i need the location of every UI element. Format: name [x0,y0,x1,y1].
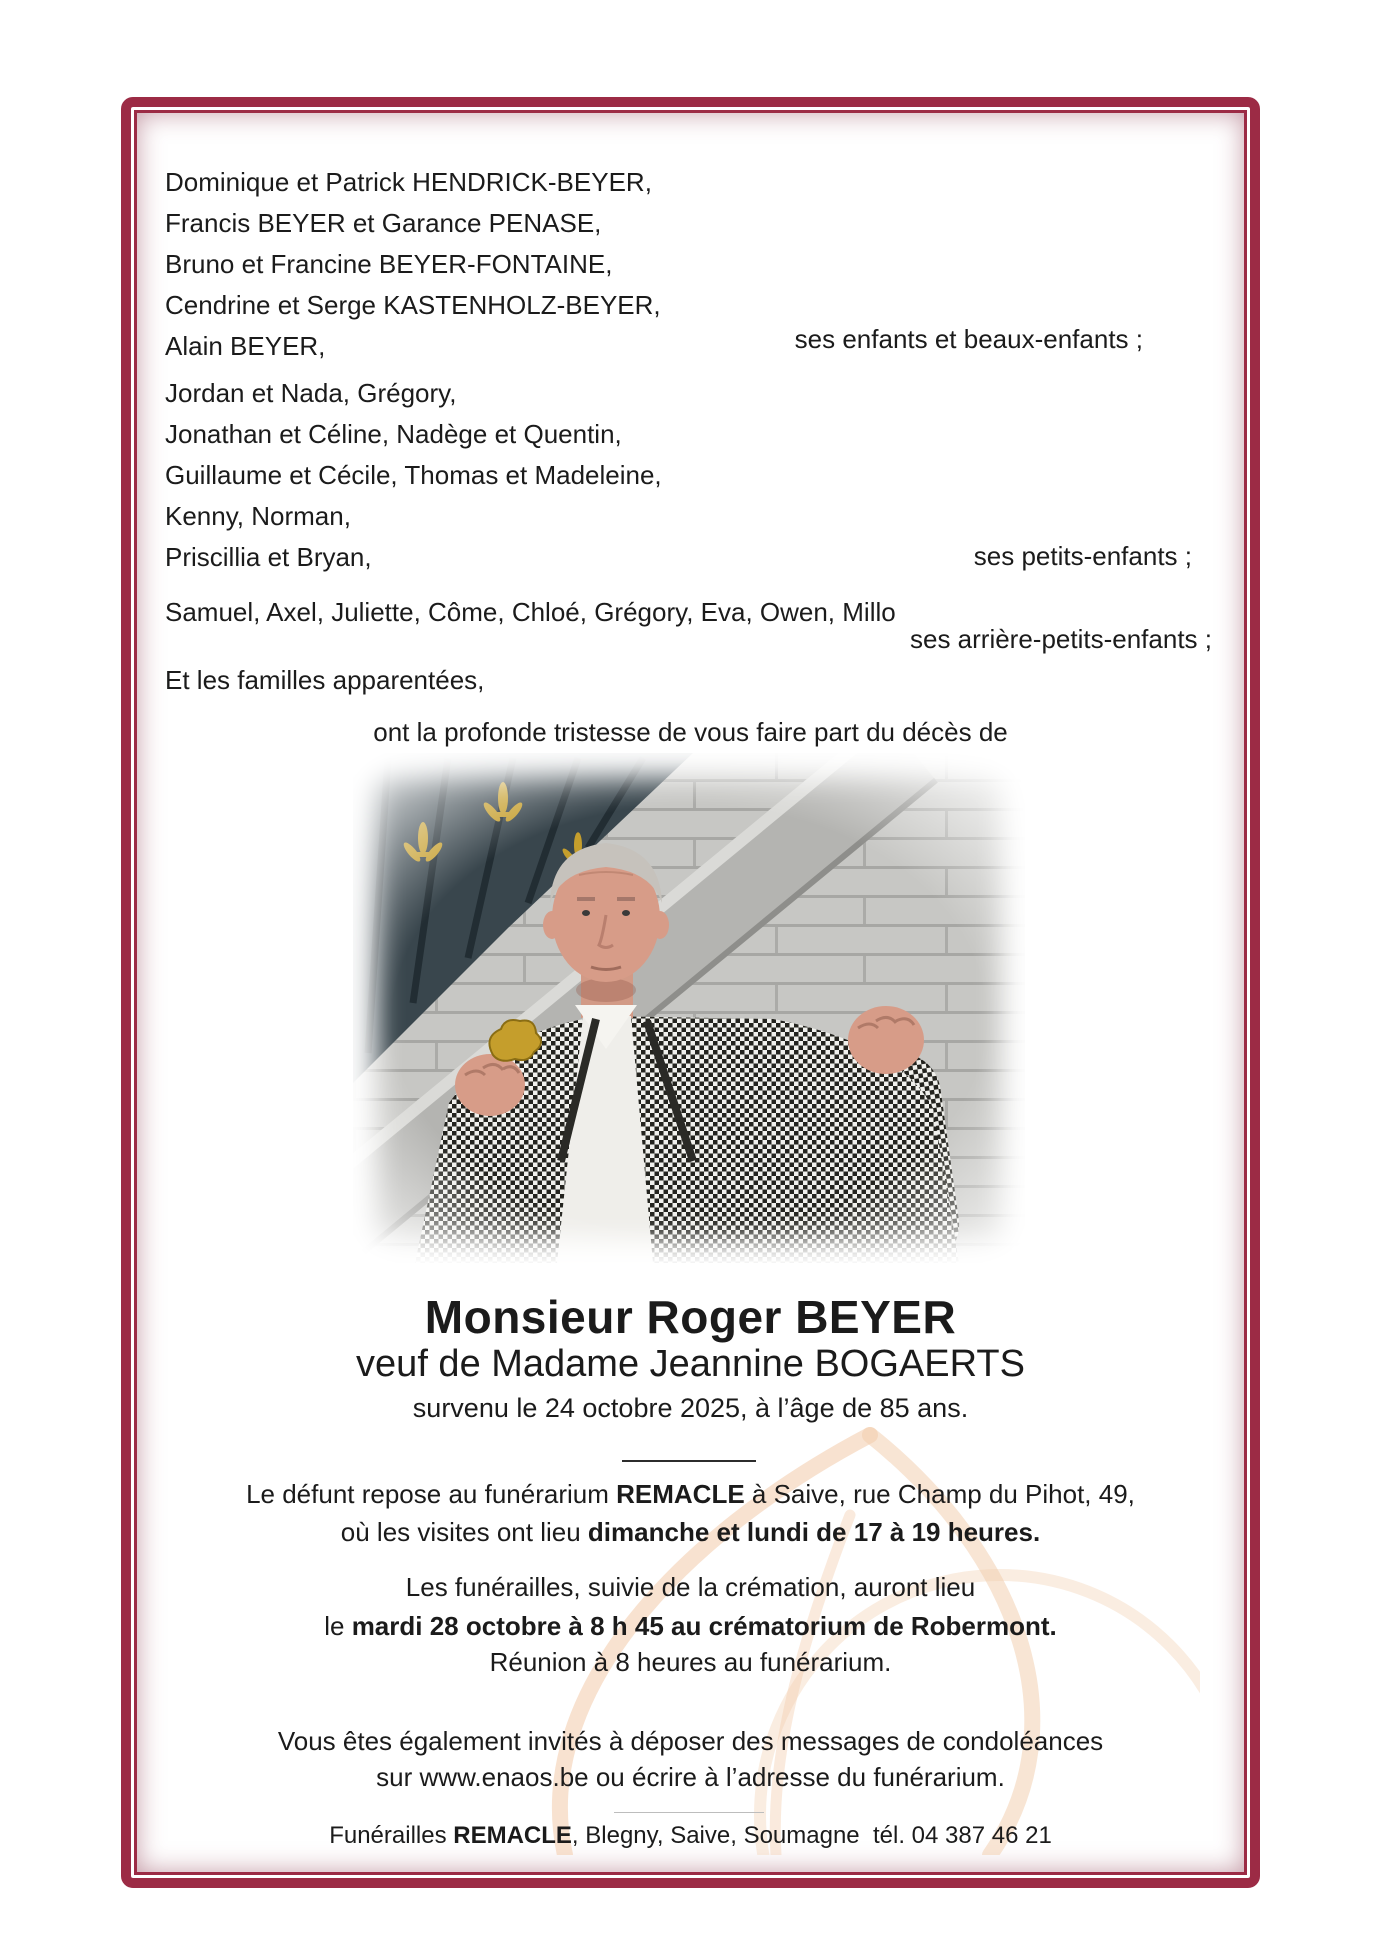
text-segment: Funérailles [329,1822,454,1849]
name-line: Dominique et Patrick HENDRICK-BEYER, [165,167,652,197]
name-line: Cendrine et Serge KASTENHOLZ-BEYER, [165,290,661,320]
funeral-line: Les funérailles, suivie de la crémation, auront lieu [405,1572,976,1602]
related-families-line: Et les familles apparentées, [165,665,485,695]
name-line: Francis BEYER et Garance PENASE, [165,208,602,238]
children-relation-label: ses enfants et beaux-enfants ; [794,324,1143,354]
footer-divider [614,1812,764,1813]
text-segment: REMACLE [453,1822,572,1849]
text-segment: à Saive, rue Champ du Pihot, 49, [744,1479,1135,1509]
condolences-line-1: Vous êtes également invités à déposer des messages de condoléances [277,1726,1104,1756]
text-segment: où les visites ont lieu [340,1517,588,1547]
funeral-home-footer [121,1822,1260,1850]
text-segment: dimanche et lundi de 17 à 19 heures. [587,1517,1041,1547]
name-line: Priscillia et Bryan, [165,542,372,572]
text-segment: , Blegny, Saive, Soumagne tél. 04 387 46 21 [571,1822,1052,1849]
name-line: Guillaume et Cécile, Thomas et Madeleine, [165,460,662,490]
name-line: Jonathan et Céline, Nadège et Quentin, [165,419,622,449]
photo-feathered-edge [353,753,1025,1263]
name-line: Kenny, Norman, [165,501,351,531]
condolences-line-2: sur www.enaos.be ou écrire à l’adresse du funérarium. [376,1762,1005,1792]
text-segment: REMACLE [616,1479,745,1509]
text-segment: Le défunt repose au funérarium [246,1479,617,1509]
text-segment: mardi 28 octobre à 8 h 45 au crématorium de Robermont. [351,1611,1057,1641]
great-grandchildren-names-line: Samuel, Axel, Juliette, Côme, Chloé, Grégory, Eva, Owen, Millo [165,597,896,627]
visits-line [121,1512,1260,1553]
repose-line [121,1474,1260,1515]
name-line: Bruno et Francine BEYER-FONTAINE, [165,249,613,279]
section-divider [622,1460,756,1462]
meeting-line: Réunion à 8 heures au funérarium. [489,1647,892,1677]
cremation-line [121,1606,1260,1647]
children-names-block [165,162,661,367]
name-line: Alain BEYER, [165,331,326,361]
announcement-line: ont la profonde tristesse de vous faire part du décès de [373,717,1008,747]
text-segment: le [324,1611,352,1641]
great-grandchildren-relation-label: ses arrière-petits-enfants ; [909,624,1212,654]
grandchildren-relation-label: ses petits-enfants ; [973,541,1192,571]
grandchildren-names-block [165,373,662,578]
deceased-name-title: Monsieur Roger BEYER [424,1291,957,1343]
deceased-subtitle: veuf de Madame Jeannine BOGAERTS [356,1343,1025,1385]
name-line: Jordan et Nada, Grégory, [165,378,457,408]
portrait-photo [353,753,1025,1263]
death-date-line: survenu le 24 octobre 2025, à l’âge de 85 ans. [412,1393,969,1423]
